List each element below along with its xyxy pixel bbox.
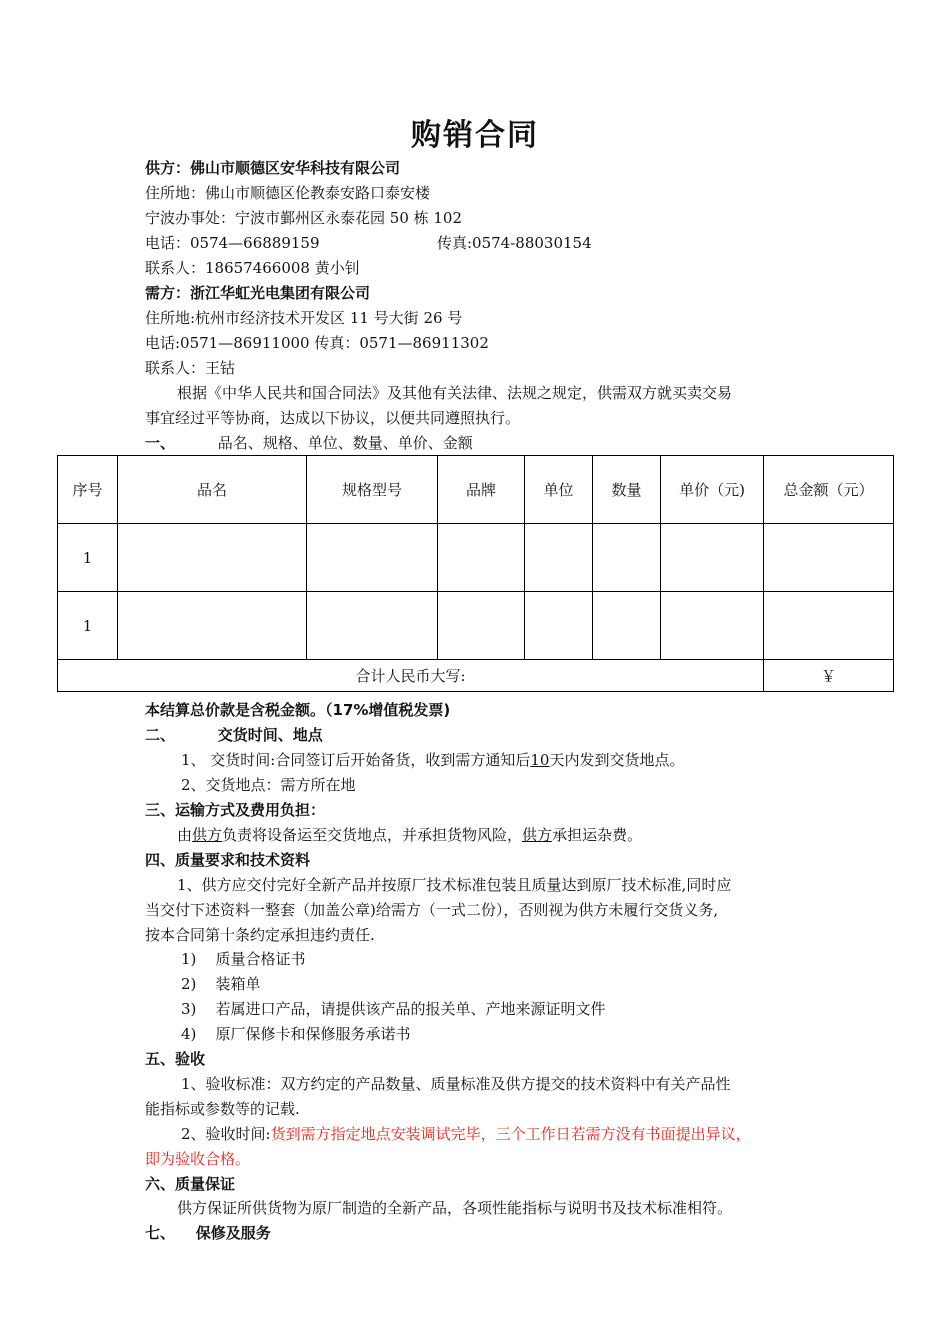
- section-4-p3: 按本合同第十条约定承担违约责任.: [145, 926, 375, 944]
- section-5-p3: [181, 1124, 751, 1144]
- header-cell: 品牌: [438, 456, 525, 524]
- intro-line-1: 根据《中华人民共和国合同法》及其他有关法律、法规之规定，供需双方就买卖交易: [177, 384, 733, 402]
- section-4-p2: 当交付下述资料一整套（加盖公章)给需方（一式二份），否则视为供方未履行交货义务,: [145, 901, 719, 919]
- section-2-item-1: [181, 750, 684, 770]
- table-row: [58, 592, 894, 660]
- section-2-title: 交货时间、地点: [217, 726, 323, 744]
- supplier-phone-line: [145, 233, 845, 253]
- section-3-title: 三、运输方式及费用负担：: [145, 801, 326, 819]
- delivery-time-text: 1、 交货时间:合同签订后开始备货，收到需方通知后: [181, 751, 531, 769]
- section-5-title: 五、验收: [145, 1050, 206, 1068]
- table-cell: [661, 592, 764, 660]
- table-cell: [438, 524, 525, 592]
- header-cell: 总金额（元）: [764, 456, 894, 524]
- table-cell: 1: [58, 524, 118, 592]
- section-1-number: 一、: [145, 434, 176, 452]
- header-cell: 单价（元): [661, 456, 764, 524]
- table-cell: [525, 592, 593, 660]
- section-3-party-a: 供方: [192, 826, 223, 844]
- table-header-row: [58, 456, 894, 524]
- page-title: 购销合同: [411, 118, 539, 153]
- supplier-office: 宁波办事处：宁波市鄞州区永泰花园 50 栋 102: [145, 209, 463, 227]
- table-cell: [307, 524, 438, 592]
- table-cell: [593, 592, 661, 660]
- header-cell: 规格型号: [307, 456, 438, 524]
- section-3-text-c: 承担运杂费。: [552, 826, 643, 844]
- section-3-text: [177, 825, 642, 845]
- table-cell: [764, 592, 894, 660]
- table-total-row: [58, 660, 894, 692]
- header-cell: 单位: [525, 456, 593, 524]
- section-3-text-b: 负责将设备运至交货地点，并承担货物风险，: [222, 826, 523, 844]
- section-2-number: 二、: [145, 726, 176, 744]
- section-2-heading: [145, 725, 323, 745]
- total-label: 合计人民币大写:: [58, 660, 764, 692]
- list-item: 1) 质量合格证书: [181, 950, 306, 968]
- section-1-heading: [145, 433, 473, 453]
- section-3-party-b: 供方: [522, 826, 553, 844]
- buyer-contact: 联系人：王钴: [145, 359, 236, 377]
- section-6-p1: 供方保证所供货物为原厂制造的全新产品，各项性能指标与说明书及技术标准相符。: [177, 1199, 733, 1217]
- section-3-text-a: 由: [177, 826, 193, 844]
- table-cell: [764, 524, 894, 592]
- section-7-title: 保修及服务: [195, 1224, 271, 1242]
- items-table: [57, 455, 894, 692]
- acceptance-time-label: 2、验收时间:: [181, 1125, 271, 1143]
- buyer-phone-fax: 电话:0571—86911000 传真：0571—86911302: [145, 334, 489, 352]
- delivery-time-suffix: 天内发到交货地点。: [549, 751, 685, 769]
- tax-note: 本结算总价款是含税金额。（17%增值税发票): [145, 701, 451, 719]
- acceptance-time-text: 货到需方指定地点安装调试完毕，三个工作日若需方没有书面提出异议，: [270, 1125, 751, 1143]
- table-row: [58, 524, 894, 592]
- section-5-p1: 1、验收标准：双方约定的产品数量、质量标准及供方提交的技术资料中有关产品性: [181, 1075, 731, 1093]
- header-cell: 序号: [58, 456, 118, 524]
- header-cell: 数量: [593, 456, 661, 524]
- supplier-name: 供方：佛山市顺德区安华科技有限公司: [145, 159, 401, 177]
- header-cell: 品名: [118, 456, 307, 524]
- section-7-number: 七、: [145, 1224, 176, 1242]
- table-cell: [118, 592, 307, 660]
- supplier-contact: 联系人：18657466008 黄小钊: [145, 259, 360, 277]
- table-cell: [438, 592, 525, 660]
- section-4-p1: 1、供方应交付完好全新产品并按原厂技术标准包装且质量达到原厂技术标准,同时应: [177, 876, 732, 894]
- section-1-title: 品名、规格、单位、数量、单价、金额: [217, 434, 473, 452]
- table-cell: [118, 524, 307, 592]
- supplier-fax: 传真:0574-88030154: [437, 234, 592, 252]
- buyer-name: 需方：浙江华虹光电集团有限公司: [145, 284, 371, 302]
- section-7-heading: [145, 1223, 271, 1243]
- section-5-p2: 能指标或参数等的记载.: [145, 1100, 300, 1118]
- list-item: 3) 若属进口产品，请提供该产品的报关单、产地来源证明文件: [181, 1000, 606, 1018]
- list-item: 4) 原厂保修卡和保修服务承诺书: [181, 1025, 411, 1043]
- table-cell: 1: [58, 592, 118, 660]
- supplier-phone: 电话：0574—66889159: [145, 234, 320, 252]
- table-cell: [307, 592, 438, 660]
- section-6-title: 六、质量保证: [145, 1175, 236, 1193]
- section-2-item-2: 2、交货地点：需方所在地: [181, 776, 356, 794]
- total-value: ￥: [764, 660, 894, 692]
- buyer-address: 住所地:杭州市经济技术开发区 11 号大街 26 号: [145, 309, 463, 327]
- list-item: 2) 装箱单: [181, 975, 261, 993]
- table-cell: [593, 524, 661, 592]
- intro-line-2: 事宜经过平等协商，达成以下协议，以便共同遵照执行。: [145, 409, 521, 427]
- table-cell: [525, 524, 593, 592]
- section-5-p4: 即为验收合格。: [145, 1150, 251, 1168]
- delivery-days: 10: [530, 751, 550, 769]
- supplier-address: 住所地：佛山市顺德区伦教泰安路口泰安楼: [145, 184, 431, 202]
- table-cell: [661, 524, 764, 592]
- section-4-title: 四、质量要求和技术资料: [145, 851, 311, 869]
